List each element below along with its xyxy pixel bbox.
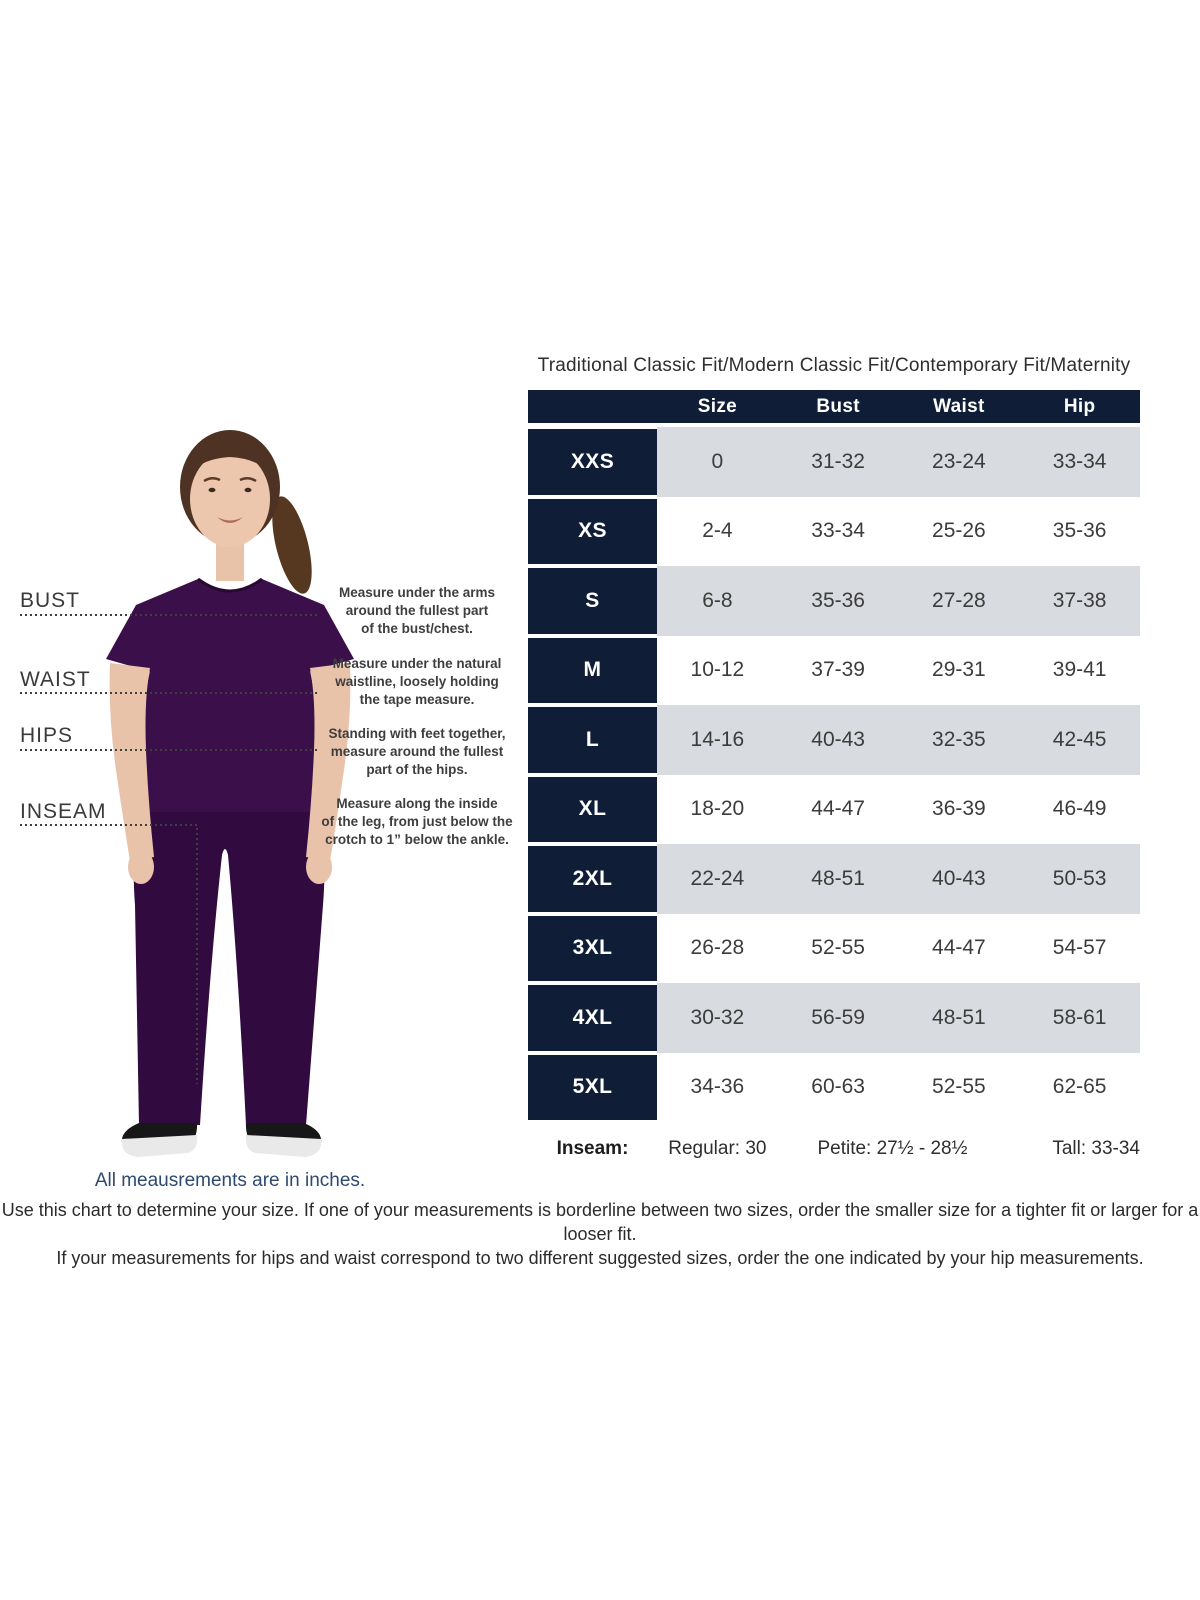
- bust-value: 52-55: [811, 936, 865, 960]
- sizing-guidance-line1: Use this chart to determine your size. If one of your measurements is borderline between two sizes, order the smaller size for a tighter fit or larger for a looser fit.: [1, 1200, 1199, 1244]
- hip-value: 35-36: [1052, 519, 1107, 543]
- hip-value: 58-61: [1019, 983, 1140, 1053]
- inseam-measure-line: [20, 824, 197, 826]
- units-note: All meausrements are in inches.: [94, 1170, 366, 1191]
- inseam-row: [528, 1134, 1140, 1164]
- table-row: [528, 636, 1140, 706]
- instruction-line: crotch to 1” below the ankle.: [325, 832, 509, 847]
- size-value: 6-8: [657, 566, 778, 636]
- size-value: 34-36: [690, 1075, 745, 1099]
- table-row: [528, 705, 1140, 775]
- size-label: 4XL: [528, 983, 657, 1053]
- table-body: [528, 427, 1140, 1122]
- table-row: [528, 983, 1140, 1053]
- waist-value: 29-31: [932, 658, 986, 682]
- hip-value: 46-49: [1052, 797, 1107, 821]
- instruction-line: Measure along the inside: [336, 796, 498, 811]
- inseam-tall: Tall: 33-34: [1052, 1138, 1140, 1159]
- size-label: 2XL: [528, 844, 657, 914]
- bust-label: BUST: [20, 589, 81, 612]
- table-row: [528, 497, 1140, 567]
- bust-value: 48-51: [778, 844, 899, 914]
- size-label: 5XL: [528, 1053, 657, 1123]
- header-waist: Waist: [933, 395, 985, 417]
- inseam-vertical-line: [196, 828, 198, 1084]
- waist-value: 40-43: [899, 844, 1020, 914]
- eye: [245, 488, 252, 492]
- inseam-petite: Petite: 27½ - 28½: [817, 1138, 968, 1159]
- size-chart-table: [528, 390, 1140, 1164]
- instruction-line: Measure under the natural: [332, 656, 502, 671]
- size-label: 3XL: [528, 914, 657, 984]
- inseam-instructions: [302, 795, 532, 849]
- size-value: 22-24: [657, 844, 778, 914]
- size-value: 0: [657, 427, 778, 497]
- page-title: Traditional Classic Fit/Modern Classic Fit/Contemporary Fit/Maternity: [537, 355, 1131, 376]
- size-label: XL: [528, 775, 657, 845]
- table-header: [528, 390, 1140, 423]
- hip-value: 39-41: [1052, 658, 1107, 682]
- sizing-guidance-line2: If your measurements for hips and waist correspond to two different suggested sizes, order the one indicated by your hip measurements.: [56, 1248, 1144, 1268]
- header-size: Size: [697, 395, 737, 417]
- instruction-line: Measure under the arms: [338, 585, 496, 600]
- hips-measure-line: [20, 749, 318, 751]
- table-row: [528, 775, 1140, 845]
- table-row: [528, 1053, 1140, 1123]
- waist-instructions: [302, 655, 532, 709]
- size-label: M: [528, 636, 657, 706]
- inseam-label: INSEAM: [20, 800, 107, 823]
- waist-value: 44-47: [932, 936, 986, 960]
- hip-value: 50-53: [1019, 844, 1140, 914]
- waist-value: 25-26: [932, 519, 986, 543]
- waist-value: 27-28: [899, 566, 1020, 636]
- inseam-label: Inseam:: [556, 1138, 629, 1159]
- size-value: 10-12: [690, 658, 745, 682]
- waist-value: 23-24: [899, 427, 1020, 497]
- bust-value: 31-32: [778, 427, 899, 497]
- waist-value: 32-35: [899, 705, 1020, 775]
- hand: [306, 850, 332, 884]
- face: [190, 451, 270, 547]
- size-label: S: [528, 566, 657, 636]
- size-value: 26-28: [690, 936, 745, 960]
- header-hip: Hip: [1063, 395, 1096, 417]
- hips-label: HIPS: [20, 724, 74, 747]
- bust-value: 44-47: [811, 797, 865, 821]
- table-row: [528, 427, 1140, 497]
- hips-instructions: [302, 725, 532, 779]
- instruction-line: the tape measure.: [359, 692, 475, 707]
- size-label: XS: [528, 497, 657, 567]
- table-row: [528, 566, 1140, 636]
- bust-value: 35-36: [778, 566, 899, 636]
- bust-instructions: [302, 584, 532, 638]
- sizing-guidance: [0, 1198, 1200, 1270]
- bust-value: 56-59: [778, 983, 899, 1053]
- table-row: [528, 914, 1140, 984]
- waist-measure-line: [20, 692, 318, 694]
- instruction-line: measure around the fullest: [330, 744, 504, 759]
- hip-value: 37-38: [1019, 566, 1140, 636]
- instruction-line: of the bust/chest.: [361, 621, 473, 636]
- bust-value: 33-34: [811, 519, 865, 543]
- instruction-line: part of the hips.: [366, 762, 468, 777]
- bust-value: 37-39: [811, 658, 865, 682]
- waist-value: 52-55: [932, 1075, 986, 1099]
- waist-value: 48-51: [899, 983, 1020, 1053]
- size-label: XXS: [528, 427, 657, 497]
- size-value: 30-32: [657, 983, 778, 1053]
- instruction-line: Standing with feet together,: [328, 726, 506, 741]
- inseam-regular: Regular: 30: [668, 1138, 767, 1159]
- table-row: [528, 844, 1140, 914]
- waist-value: 36-39: [932, 797, 986, 821]
- scrub-pants: [134, 807, 325, 1125]
- instruction-line: around the fullest part: [345, 603, 489, 618]
- waist-label: WAIST: [20, 668, 91, 691]
- size-value: 2-4: [702, 519, 733, 543]
- eye: [209, 488, 216, 492]
- bust-value: 40-43: [778, 705, 899, 775]
- size-label: L: [528, 705, 657, 775]
- hip-value: 54-57: [1052, 936, 1107, 960]
- bust-value: 60-63: [811, 1075, 865, 1099]
- hip-value: 33-34: [1019, 427, 1140, 497]
- hip-value: 42-45: [1019, 705, 1140, 775]
- hip-value: 62-65: [1052, 1075, 1107, 1099]
- instruction-line: waistline, loosely holding: [335, 674, 499, 689]
- bust-measure-line: [20, 614, 318, 616]
- header-bust: Bust: [816, 395, 860, 417]
- size-value: 18-20: [690, 797, 745, 821]
- size-value: 14-16: [657, 705, 778, 775]
- instruction-line: of the leg, from just below the: [321, 814, 513, 829]
- hand: [128, 850, 154, 884]
